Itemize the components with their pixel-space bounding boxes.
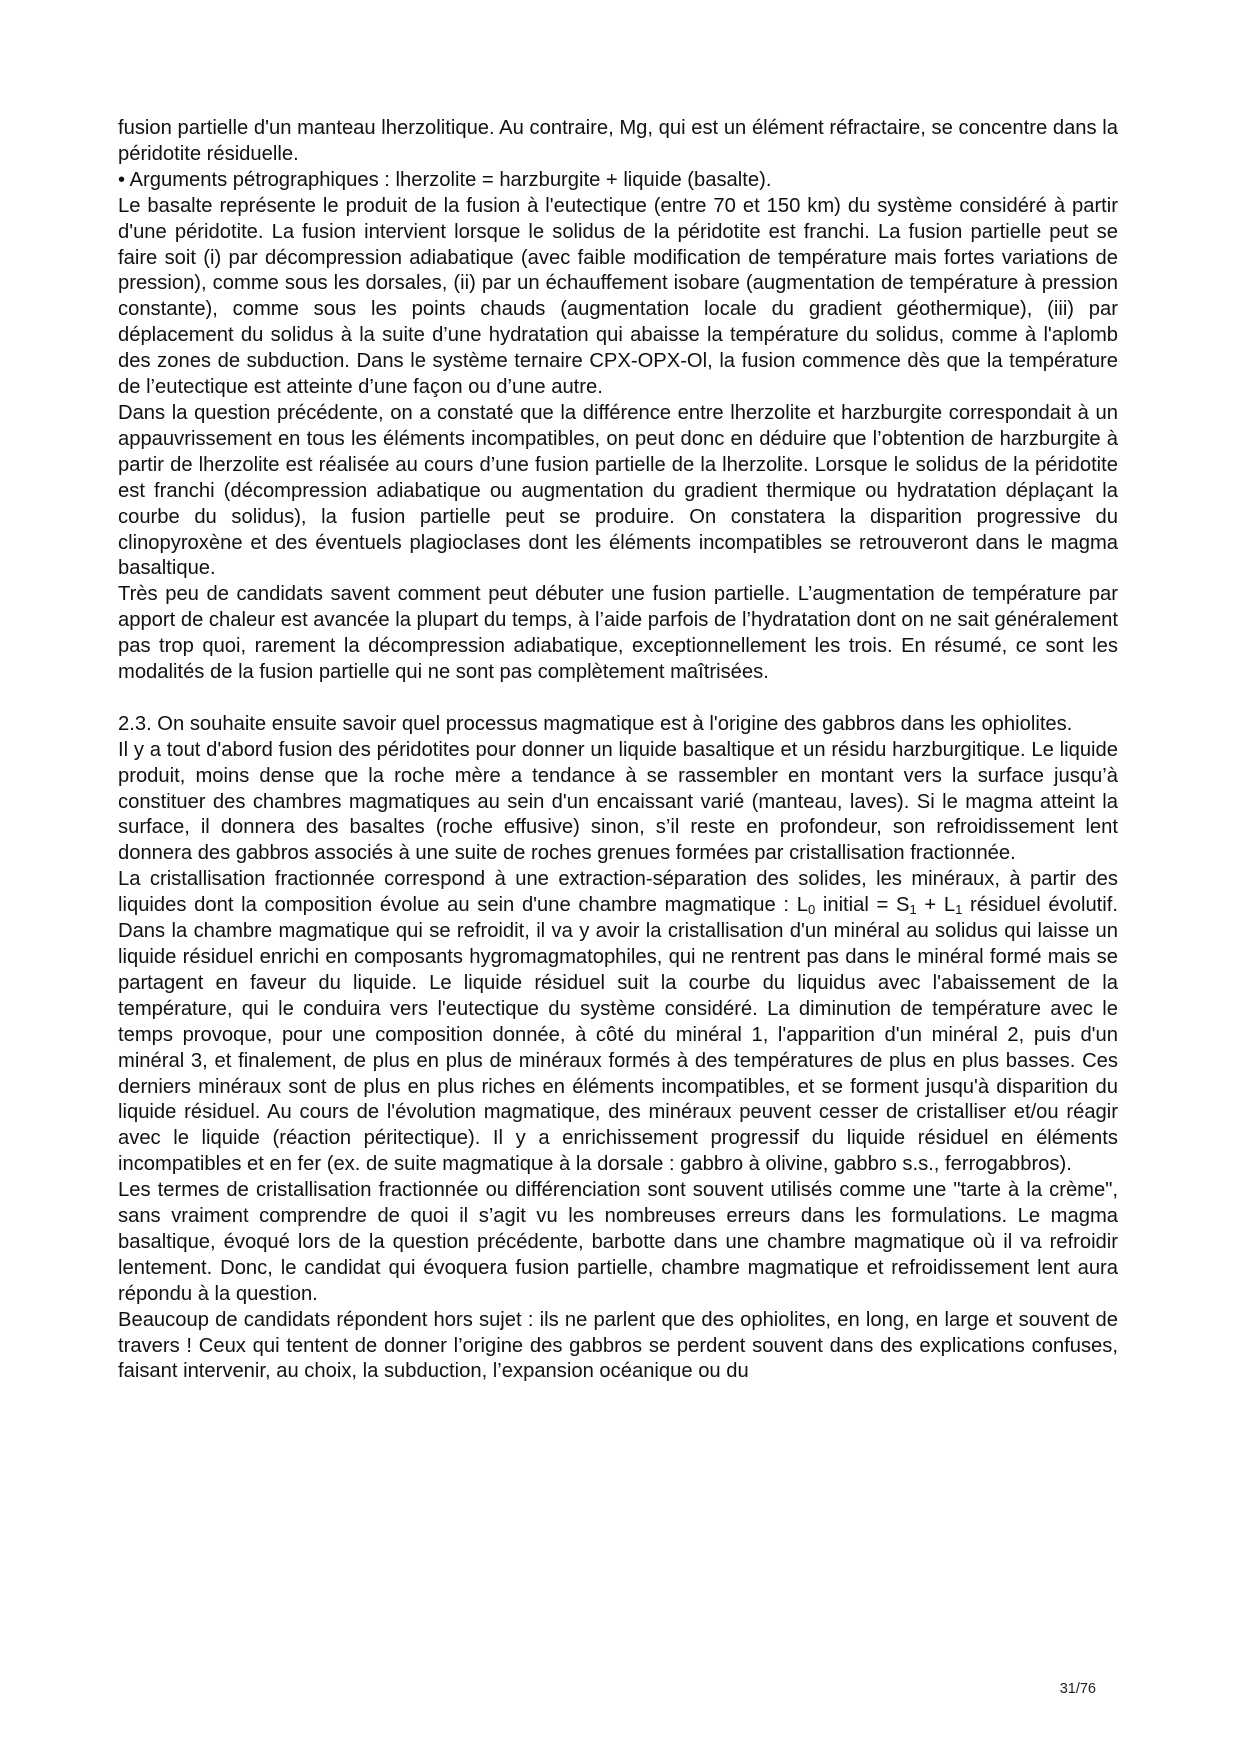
paragraph-basalt-fusion: Le basalte représente le produit de la fusion à l'eutectique (entre 70 et 150 km) du système considéré à partir d'une péridotite. La fusion intervient lorsque le solidus de la péridotite est franchi. La fusion partielle peut se faire soit (i) par décompression adiabatique (avec faible modification de température mais fortes variations de pression), comme sous les dorsales, (ii) par un échauffement isobare (augmentation de température à pression constante), comme sous les points chauds (augmentation locale du gradient géothermique), (iii) par déplacement du solidus à la suite d’une hydratation qui abaisse la température du solidus, comme à l'aplomb des zones de subduction. Dans le système ternaire CPX-OPX-Ol, la fusion commence dès que la température de l’eutectique est atteinte d’une façon ou d’une autre.	[118, 194, 1118, 399]
fc-text-after: résiduel évolutif. Dans la chambre magmatique qui se refroidit, il va y avoir la cristallisation d'un minéral au solidus qui laisse un liquide résiduel enrichi en composants hygromagmatophiles, qui ne rentrent pas dans le minéral formé mais se partagent en faveur du liquide. Le liquide résiduel suit la courbe du liquidus avec l'abaissement de la température, qui le conduira vers l'eutectique du système considéré. La diminution de température avec le temps provoque, pour une composition donnée, à côté du minéral 1, l'apparition d'un minéral 2, puis d'un minéral 3, et finalement, de plus en plus de minéraux formés à des températures de plus en plus basses. Ces derniers minéraux sont de plus en plus riches en éléments incompatibles, et se forment jusqu'à disparition du liquide résiduel. Au cours de l'évolution magmatique, des minéraux peuvent cesser de cristalliser et/ou réagir avec le liquide (réaction péritectique). Il y a enrichissement progressif du liquide résiduel en éléments incompatibles et en fer (ex. de suite magmatique à la dorsale : gabbro à olivine, gabbro s.s., ferrogabbros).	[118, 894, 1118, 1176]
paragraph-mg-concentration: fusion partielle d'un manteau lherzolitique. Au contraire, Mg, qui est un élément réfractaire, se concentre dans la péridotite résiduelle.	[118, 117, 1118, 165]
paragraph-spacer	[118, 686, 1118, 712]
paragraph-fractional-crystallization	[118, 867, 1118, 1178]
paragraph-peridotite-fusion: Il y a tout d'abord fusion des péridotites pour donner un liquide basaltique et un résidu harzburgitique. Le liquide produit, moins dense que la roche mère a tendance à se rassembler en montant vers la surface jusqu’à constituer des chambres magmatiques au sein d'un encaissant varié (manteau, laves). Si le magma atteint la surface, il donnera des basaltes (roche effusive) sinon, s’il reste en profondeur, son refroidissement lent donnera des gabbros associés à une suite de roches grenues formées par cristallisation fractionnée.	[118, 738, 1118, 865]
subscript-l1: 1	[955, 902, 963, 918]
paragraph-petrographic-arguments: • Arguments pétrographiques : lherzolite = harzburgite + liquide (basalte).	[118, 168, 772, 191]
body-text	[118, 116, 1118, 1385]
fc-text-before: La cristallisation fractionnée correspond à une extraction-séparation des solides, les minéraux, à partir des liquides dont la composition évolue au sein d'une chambre magmatique : L	[118, 868, 1118, 917]
page-number: 31/76	[1059, 1681, 1096, 1697]
question-2-3: 2.3. On souhaite ensuite savoir quel processus magmatique est à l'origine des gabbros dans les ophiolites.	[118, 712, 1073, 735]
paragraph-differentiation-terms: Les termes de cristallisation fractionnée ou différenciation sont souvent utilisés comme une "tarte à la crème", sans vraiment comprendre de quoi il s’agit vu les nombreuses erreurs dans les formulations. Le magma basaltique, évoqué lors de la question précédente, barbotte dans une chambre magmatique où il va refroidir lentement. Donc, le candidat qui évoquera fusion partielle, chambre magmatique et refroidissement lent aura répondu à la question.	[118, 1179, 1118, 1305]
subscript-s1: 1	[909, 902, 917, 918]
subscript-l0: 0	[807, 902, 816, 918]
paragraph-off-topic: Beaucoup de candidats répondent hors sujet : ils ne parlent que des ophiolites, en long, en large et souvent de travers ! Ceux qui tentent de donner l’origine des gabbros se perdent souvent dans des explications confuses, faisant intervenir, au choix, la subduction, l’expansion océanique ou du	[118, 1308, 1118, 1383]
paragraph-previous-question: Dans la question précédente, on a constaté que la différence entre lherzolite et harzburgite correspondait à un appauvrissement en tous les éléments incompatibles, on peut donc en déduire que l’obtention de harzburgite à partir de lherzolite est réalisée au cours d’une fusion partielle de la lherzolite. Lorsque le solidus de la péridotite est franchi (décompression adiabatique ou augmentation du gradient thermique ou hydratation déplaçant la courbe du solidus), la fusion partielle peut se produire. On constatera la disparition progressive du clinopyroxène et des éventuels plagioclases dont les éléments incompatibles se retrouveront dans le magma basaltique.	[118, 401, 1118, 580]
fc-text-mid2: + L	[916, 894, 956, 917]
fc-text-mid1: initial = S	[815, 894, 910, 917]
paragraph-candidates-fusion: Très peu de candidats savent comment peut débuter une fusion partielle. L’augmentation de température par apport de chaleur est avancée la plupart du temps, à l’aide parfois de l’hydratation dont on ne sait généralement pas trop quoi, rarement la décompression adiabatique, exceptionnellement les trois. En résumé, ce sont les modalités de la fusion partielle qui ne sont pas complètement maîtrisées.	[118, 583, 1118, 684]
